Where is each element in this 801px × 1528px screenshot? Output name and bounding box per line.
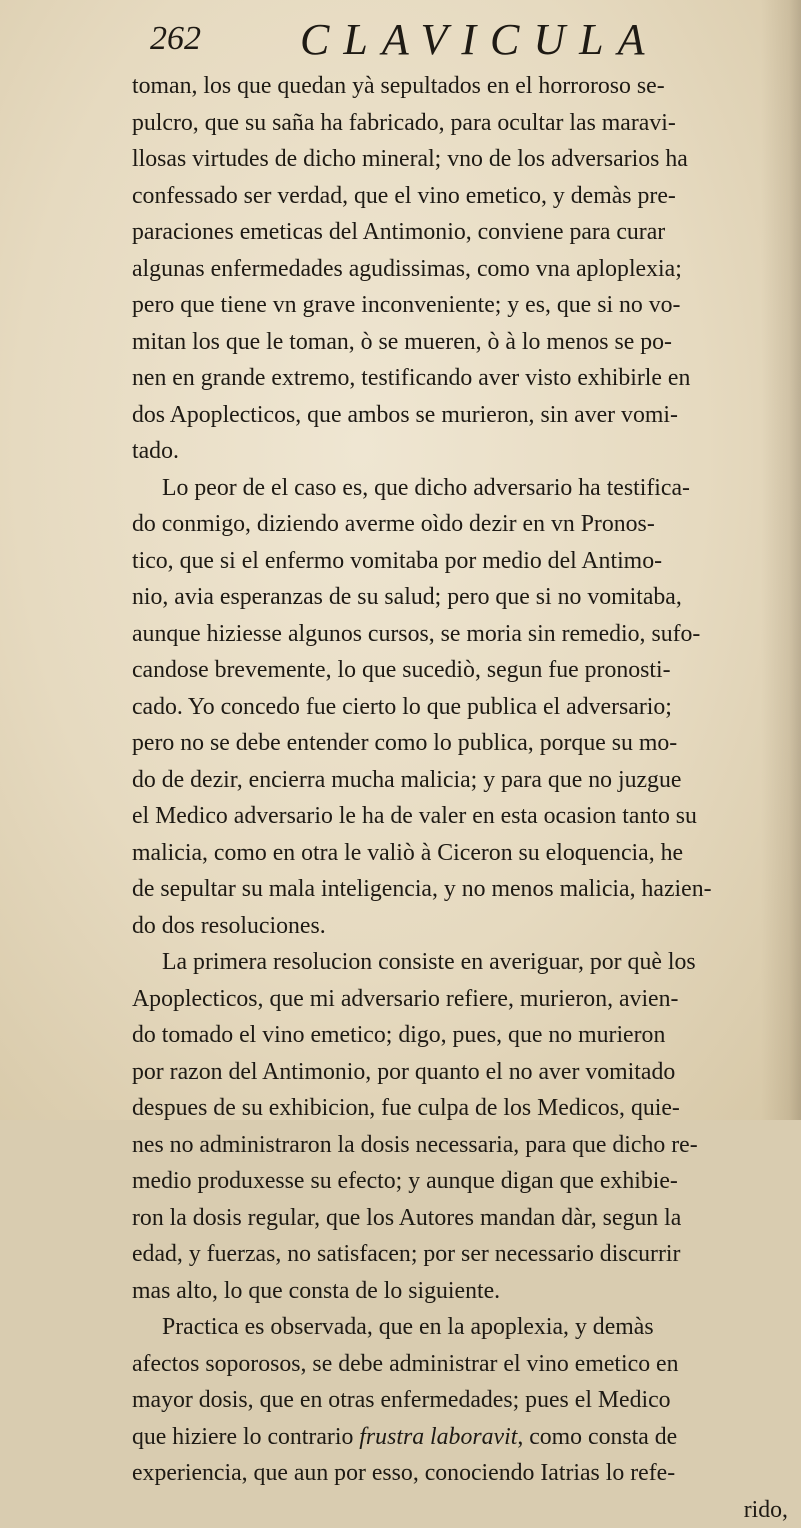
text-line: toman, los que quedan yà sepultados en el horroroso se- — [132, 68, 792, 105]
text-line: edad, y fuerzas, no satisfacen; por ser necessario discurrir — [132, 1236, 792, 1273]
latin-phrase: frustra laboravit — [359, 1424, 517, 1450]
text-line: do dos resoluciones. — [132, 908, 792, 945]
paragraph-start-line: Lo peor de el caso es, que dicho adversario ha testifica- — [132, 470, 792, 507]
text-line: confessado ser verdad, que el vino emetico, y demàs pre- — [132, 178, 792, 215]
text-line: mayor dosis, que en otras enfermedades; pues el Medico — [132, 1382, 792, 1419]
text-line: nen en grande extremo, testificando aver visto exhibirle en — [132, 360, 792, 397]
text-line: candose brevemente, lo que sucediò, segun fue pronosti- — [132, 652, 792, 689]
text-line: pero que tiene vn grave inconveniente; y es, que si no vo- — [132, 287, 792, 324]
page-number: 262 — [150, 20, 201, 58]
text-line: malicia, como en otra le valiò à Ciceron su eloquencia, he — [132, 835, 792, 872]
text-line: afectos soporosos, se debe administrar el vino emetico en — [132, 1346, 792, 1383]
text-line: nio, avia esperanzas de su salud; pero que si no vomitaba, — [132, 579, 792, 616]
text-line: tico, que si el enfermo vomitaba por medio del Antimo- — [132, 543, 792, 580]
text-line: do tomado el vino emetico; digo, pues, que no murieron — [132, 1017, 792, 1054]
text-line: mitan los que le toman, ò se mueren, ò à lo menos se po- — [132, 324, 792, 361]
paragraph-start-line: La primera resolucion consiste en averiguar, por què los — [132, 944, 792, 981]
text-fragment: , como consta de — [517, 1424, 677, 1450]
running-title: CLAVICULA — [300, 14, 659, 65]
text-line: do conmigo, diziendo averme oìdo dezir en vn Pronos- — [132, 506, 792, 543]
text-line: llosas virtudes de dicho mineral; vno de los adversarios ha — [132, 141, 792, 178]
text-line: mas alto, lo que consta de lo siguiente. — [132, 1273, 792, 1310]
text-line: medio produxesse su efecto; y aunque digan que exhibie- — [132, 1163, 792, 1200]
text-line: tado. — [132, 433, 792, 470]
text-line — [132, 1419, 792, 1456]
text-line: experiencia, que aun por esso, conociendo Iatrias lo refe- — [132, 1455, 792, 1492]
running-head — [150, 14, 750, 64]
text-line: aunque hiziesse algunos cursos, se moria sin remedio, sufo- — [132, 616, 792, 653]
text-fragment: que hiziere lo contrario — [132, 1424, 359, 1450]
text-line: dos Apoplecticos, que ambos se murieron, sin aver vomi- — [132, 397, 792, 434]
body-text — [132, 68, 792, 1528]
text-line: pero no se debe entender como lo publica, porque su mo- — [132, 725, 792, 762]
text-line: do de dezir, encierra mucha malicia; y para que no juzgue — [132, 762, 792, 799]
text-line: por razon del Antimonio, por quanto el no aver vomitado — [132, 1054, 792, 1091]
text-line: Apoplecticos, que mi adversario refiere, murieron, avien- — [132, 981, 792, 1018]
catchword: rido, — [132, 1492, 792, 1528]
text-line: despues de su exhibicion, fue culpa de los Medicos, quie- — [132, 1090, 792, 1127]
text-line: paraciones emeticas del Antimonio, conviene para curar — [132, 214, 792, 251]
text-line: algunas enfermedades agudissimas, como vna aploplexia; — [132, 251, 792, 288]
text-line: nes no administraron la dosis necessaria, para que dicho re- — [132, 1127, 792, 1164]
paragraph-start-line: Practica es observada, que en la apoplexia, y demàs — [132, 1309, 792, 1346]
text-line: ron la dosis regular, que los Autores mandan dàr, segun la — [132, 1200, 792, 1237]
text-line: el Medico adversario le ha de valer en esta ocasion tanto su — [132, 798, 792, 835]
text-line: cado. Yo concedo fue cierto lo que publica el adversario; — [132, 689, 792, 726]
text-line: pulcro, que su saña ha fabricado, para ocultar las maravi- — [132, 105, 792, 142]
text-line: de sepultar su mala inteligencia, y no menos malicia, hazien- — [132, 871, 792, 908]
